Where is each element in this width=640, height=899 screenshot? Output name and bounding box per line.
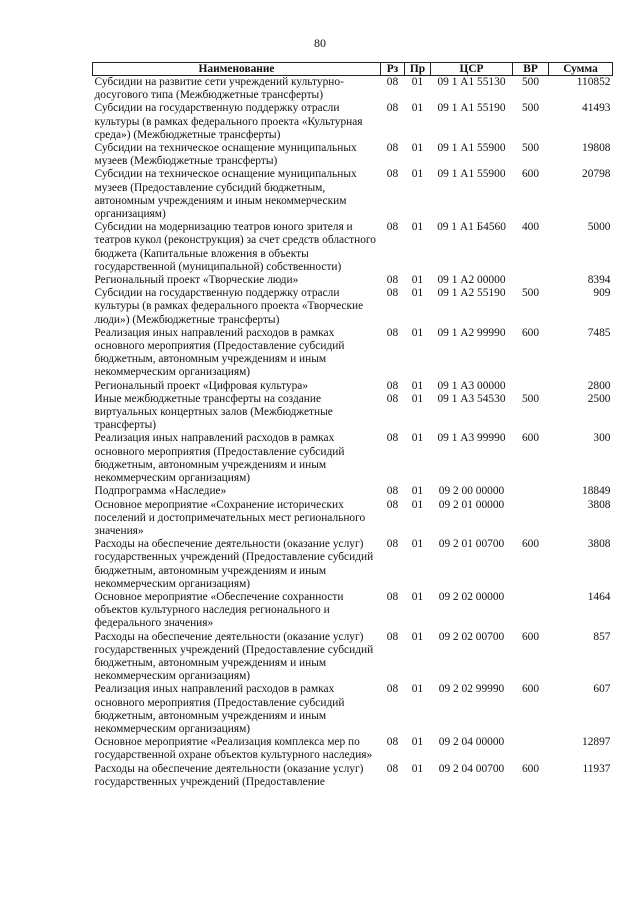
cell-name: Региональный проект «Цифровая культура» [94, 379, 309, 392]
cell-sum: 18849 [582, 485, 611, 498]
table-row [93, 763, 613, 789]
cell-csr: 09 2 02 99990 [438, 683, 505, 696]
cell-name: Расходы на обеспечение деятельности (оказание услуг) государственных учреждений (Предоставление [94, 762, 364, 788]
cell-name: Реализация иных направлений расходов в рамках основного мероприятия (Предоставление субсидий бюджетным, автономным учреждениям и иным некоммерческим организациям) [94, 326, 345, 379]
cell-sum: 12897 [582, 736, 611, 749]
cell-csr: 09 2 02 00700 [438, 630, 505, 643]
cell-csr: 09 1 А3 99990 [437, 432, 506, 445]
header-sum: Сумма [549, 63, 613, 76]
table-row [93, 102, 613, 142]
cell-rz: 08 [386, 221, 399, 234]
cell-rz: 08 [386, 630, 399, 643]
cell-pr: 01 [411, 142, 424, 155]
cell-csr: 09 1 А1 55900 [437, 168, 506, 181]
cell-pr: 01 [411, 736, 424, 749]
table-row [93, 380, 613, 393]
cell-sum: 909 [593, 287, 611, 300]
cell-rz: 08 [386, 102, 399, 115]
cell-sum: 110852 [576, 76, 611, 88]
cell-pr: 01 [411, 287, 424, 300]
cell-vr: 500 [521, 392, 540, 405]
cell-csr: 09 2 00 00000 [438, 485, 505, 498]
cell-vr: 600 [521, 683, 540, 696]
table-row [93, 287, 613, 327]
cell-pr: 01 [411, 274, 424, 287]
cell-csr: 09 2 01 00700 [438, 538, 505, 551]
cell-pr: 01 [411, 76, 424, 88]
cell-pr: 01 [411, 392, 424, 405]
cell-name: Реализация иных направлений расходов в рамках основного мероприятия (Предоставление субсидий бюджетным, автономным учреждениям и иным некоммерческим организациям) [94, 432, 345, 485]
cell-vr: 500 [521, 287, 540, 300]
cell-pr: 01 [411, 221, 424, 234]
cell-vr: 400 [521, 221, 540, 234]
cell-csr: 09 1 А2 99990 [437, 326, 506, 339]
table-row [93, 499, 613, 539]
cell-rz: 08 [386, 432, 399, 445]
cell-sum: 11937 [582, 762, 611, 775]
cell-vr: 600 [521, 630, 540, 643]
cell-pr: 01 [411, 683, 424, 696]
cell-rz: 08 [386, 498, 399, 511]
page-number: 80 [314, 36, 326, 50]
cell-name: Иные межбюджетные трансферты на создание виртуальных концертных залов (Межбюджетные трансферты) [94, 392, 333, 432]
header-pr: Пр [405, 63, 431, 76]
cell-name: Основное мероприятие «Обеспечение сохранности объектов культурного наследия регионального и федерального значения» [94, 590, 344, 630]
cell-pr: 01 [411, 630, 424, 643]
cell-pr: 01 [411, 102, 424, 115]
header-name: Наименование [93, 63, 381, 76]
cell-name: Субсидии на техническое оснащение муниципальных музеев (Предоставление субсидий бюджетным, автономным учреждениям и иным некоммерческим организациям) [94, 168, 357, 221]
cell-sum: 7485 [587, 326, 611, 339]
cell-vr: 600 [521, 762, 540, 775]
cell-csr: 09 2 02 00000 [438, 590, 505, 603]
cell-pr: 01 [411, 762, 424, 775]
cell-csr: 09 2 04 00700 [438, 762, 505, 775]
cell-name: Субсидии на государственную поддержку отрасли культуры (в рамках федерального проекта «Творческие люди») (Межбюджетные трансферты) [94, 287, 364, 326]
cell-rz: 08 [386, 538, 399, 551]
table-header-row [93, 63, 613, 76]
cell-name: Расходы на обеспечение деятельности (оказание услуг) государственных учреждений (Предоставление субсидий бюджетным, автономным учреждениям и иным некоммерческим организациям) [94, 538, 374, 590]
cell-pr: 01 [411, 538, 424, 551]
cell-csr: 09 1 А2 55190 [437, 287, 506, 300]
header-vr: ВР [513, 63, 549, 76]
cell-sum: 1464 [587, 590, 611, 603]
cell-csr: 09 1 А1 55130 [437, 76, 506, 88]
cell-pr: 01 [411, 168, 424, 181]
cell-vr: 600 [521, 168, 540, 181]
cell-name: Субсидии на государственную поддержку отрасли культуры (в рамках федерального проекта «Культурная среда») (Межбюджетные трансферты) [94, 102, 363, 141]
cell-csr: 09 1 А1 55900 [437, 142, 506, 155]
table-row [93, 683, 613, 736]
cell-pr: 01 [411, 498, 424, 511]
cell-sum: 300 [593, 432, 611, 445]
cell-rz: 08 [386, 168, 399, 181]
cell-sum: 2800 [587, 379, 611, 392]
cell-csr: 09 1 А2 00000 [437, 274, 506, 287]
header-rz: Рз [381, 63, 405, 76]
table-row [93, 76, 613, 103]
cell-name: Расходы на обеспечение деятельности (оказание услуг) государственных учреждений (Предоставление субсидий бюджетным, автономным учреждениям и иным некоммерческим организациям) [94, 630, 374, 683]
table-row [93, 221, 613, 274]
cell-csr: 09 1 А3 54530 [437, 392, 506, 405]
cell-name: Основное мероприятие «Сохранение исторических поселений и достопримечательных мест регионального значения» [94, 498, 366, 537]
cell-name: Региональный проект «Творческие люди» [94, 274, 299, 287]
cell-vr: 500 [521, 102, 540, 115]
table-row [93, 393, 613, 433]
cell-pr: 01 [411, 326, 424, 339]
cell-rz: 08 [386, 326, 399, 339]
cell-vr: 600 [521, 432, 540, 445]
budget-table [92, 62, 613, 789]
cell-pr: 01 [411, 432, 424, 445]
cell-name: Реализация иных направлений расходов в рамках основного мероприятия (Предоставление субсидий бюджетным, автономным учреждениям и иным некоммерческим организациям) [94, 683, 345, 735]
cell-vr [513, 591, 549, 631]
table-row [93, 631, 613, 684]
cell-vr [513, 485, 549, 498]
cell-sum: 8394 [587, 274, 611, 287]
cell-vr [513, 499, 549, 539]
cell-rz: 08 [386, 590, 399, 603]
table-row [93, 432, 613, 485]
cell-csr: 09 2 01 00000 [438, 498, 505, 511]
cell-vr: 600 [521, 538, 540, 551]
cell-rz: 08 [386, 762, 399, 775]
cell-rz: 08 [386, 76, 399, 88]
cell-vr: 500 [521, 142, 540, 155]
cell-vr [513, 736, 549, 762]
cell-sum: 3808 [587, 498, 611, 511]
table-row [93, 168, 613, 221]
table-row [93, 485, 613, 498]
cell-rz: 08 [386, 485, 399, 498]
table-row [93, 736, 613, 762]
cell-csr: 09 2 04 00000 [438, 736, 505, 749]
cell-name: Субсидии на модернизацию театров юного зрителя и театров кукол (реконструкция) за счет средств областного бюджета (Капитальные вложения в объекты государственной (муниципальной) собственности) [94, 221, 376, 273]
cell-name: Подпрограмма «Наследие» [94, 485, 227, 498]
cell-pr: 01 [411, 590, 424, 603]
cell-rz: 08 [386, 287, 399, 300]
table-row [93, 591, 613, 631]
cell-sum: 857 [593, 630, 611, 643]
cell-vr: 600 [521, 326, 540, 339]
cell-vr [513, 274, 549, 287]
cell-name: Субсидии на развитие сети учреждений культурно-досугового типа (Межбюджетные трансферты) [94, 76, 344, 102]
cell-csr: 09 1 А1 55190 [437, 102, 506, 115]
header-csr: ЦСР [431, 63, 513, 76]
cell-vr [513, 380, 549, 393]
cell-rz: 08 [386, 142, 399, 155]
cell-sum: 20798 [582, 168, 611, 181]
cell-pr: 01 [411, 485, 424, 498]
cell-rz: 08 [386, 683, 399, 696]
cell-name: Субсидии на техническое оснащение муниципальных музеев (Межбюджетные трансферты) [94, 142, 357, 168]
cell-vr: 500 [521, 76, 540, 88]
cell-sum: 5000 [587, 221, 611, 234]
table-row [93, 274, 613, 287]
cell-rz: 08 [386, 392, 399, 405]
cell-sum: 41493 [582, 102, 611, 115]
cell-sum: 2500 [587, 392, 611, 405]
cell-pr: 01 [411, 379, 424, 392]
cell-csr: 09 1 А1 Б4560 [437, 221, 506, 234]
cell-sum: 607 [593, 683, 611, 696]
cell-rz: 08 [386, 274, 399, 287]
table-row [93, 142, 613, 168]
table-row [93, 327, 613, 380]
cell-csr: 09 1 А3 00000 [437, 379, 506, 392]
cell-rz: 08 [386, 736, 399, 749]
cell-rz: 08 [386, 379, 399, 392]
cell-sum: 3808 [587, 538, 611, 551]
cell-name: Основное мероприятие «Реализация комплекса мер по государственной охране объектов культурного наследия» [94, 736, 373, 762]
table-row [93, 538, 613, 591]
cell-sum: 19808 [582, 142, 611, 155]
